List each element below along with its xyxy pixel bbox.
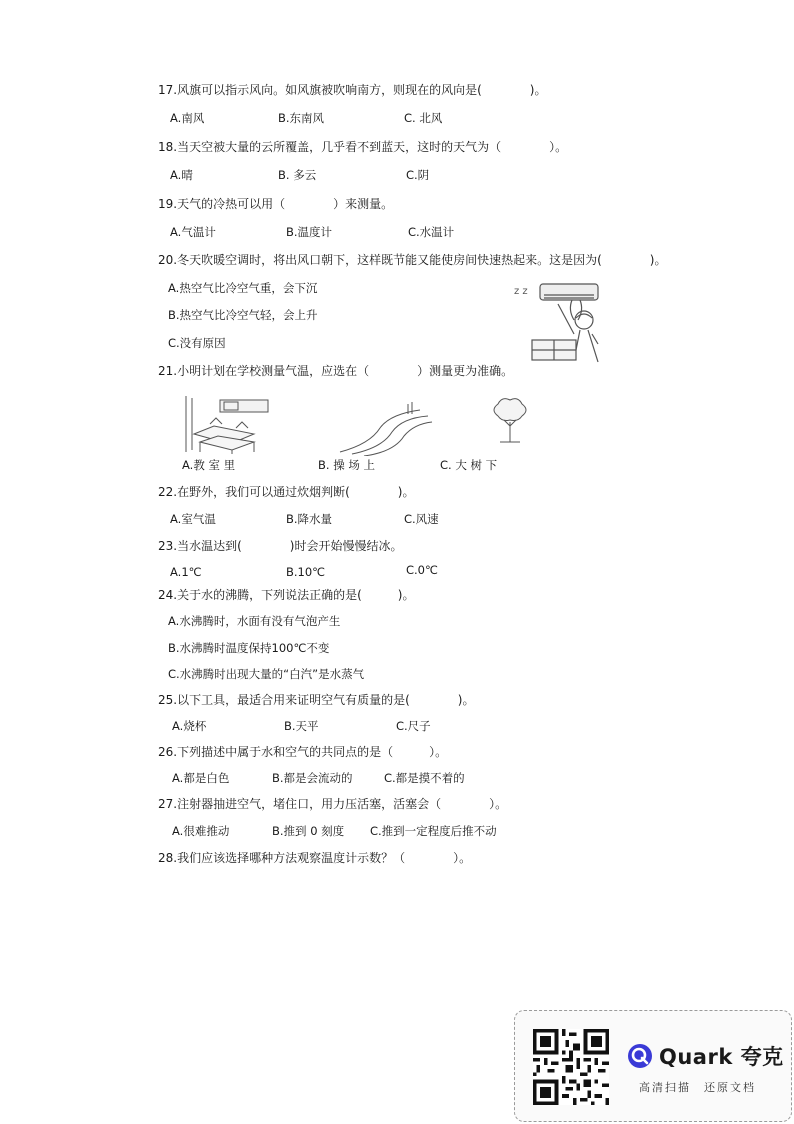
q23-option-b: B.10℃: [286, 565, 326, 579]
q27-option-a: A.很难推动: [172, 824, 230, 838]
q17-option-b: B.东南风: [278, 111, 325, 125]
q26-option-a: A.都是白色: [172, 771, 230, 785]
qr-code-icon: [533, 1029, 609, 1105]
question-18: 18.当天空被大量的云所覆盖，几乎看不到蓝天，这时的天气为（ ）。: [158, 140, 568, 154]
q24-option-b: B.水沸腾时温度保持100℃不变: [168, 641, 330, 655]
q20-option-b: B.热空气比冷空气轻，会上升: [168, 308, 318, 322]
q17-option-a: A.南风: [170, 111, 205, 125]
q22-option-c: C.风速: [404, 512, 439, 526]
q23-option-c: C.0℃: [406, 563, 438, 577]
question-27: 27.注射器抽进空气，堵住口，用力压活塞，活塞会（ ）。: [158, 797, 508, 811]
q21-option-b: B. 操 场 上: [318, 458, 376, 472]
question-24: 24.关于水的沸腾，下列说法正确的是( )。: [158, 588, 415, 602]
tree-illustration: [486, 396, 532, 446]
q21-option-a: A.教 室 里: [182, 458, 236, 472]
air-conditioner-illustration: [510, 278, 610, 370]
question-20: 20.冬天吹暖空调时，将出风口朝下，这样既节能又能使房间快速热起来。这是因为( )。: [158, 253, 667, 267]
quark-watermark: [514, 1010, 792, 1122]
q20-option-c: C.没有原因: [168, 336, 226, 350]
q27-option-b: B.推到 0 刻度: [272, 824, 345, 838]
q19-option-a: A.气温计: [170, 225, 216, 239]
q25-option-a: A.烧杯: [172, 719, 207, 733]
question-26: 26.下列描述中属于水和空气的共同点的是（ ）。: [158, 745, 448, 759]
q17-option-c: C. 北风: [404, 111, 443, 125]
q24-option-c: C.水沸腾时出现大量的“白汽”是水蒸气: [168, 667, 365, 681]
question-22: 22.在野外，我们可以通过炊烟判断( )。: [158, 485, 415, 499]
quark-tagline: 高清扫描 还原文档: [639, 1081, 756, 1094]
q26-option-c: C.都是摸不着的: [384, 771, 465, 785]
question-21: 21.小明计划在学校测量气温，应选在（ ）测量更为准确。: [158, 364, 514, 378]
question-23: 23.当水温达到( )时会开始慢慢结冰。: [158, 539, 403, 553]
svg-text:z z: z z: [514, 286, 528, 297]
q21-option-c: C. 大 树 下: [440, 458, 498, 472]
q18-option-a: A.晴: [170, 168, 193, 182]
quark-logo-icon: [627, 1043, 653, 1069]
quark-brand: [627, 1041, 784, 1071]
q26-option-b: B.都是会流动的: [272, 771, 353, 785]
q20-option-a: A.热空气比冷空气重，会下沉: [168, 281, 318, 295]
quark-brand-text: Quark 夸克: [659, 1045, 784, 1069]
question-28: 28.我们应该选择哪种方法观察温度计示数？（ ）。: [158, 851, 472, 865]
playground-illustration: [338, 400, 434, 456]
classroom-illustration: [180, 394, 274, 454]
q18-option-b: B. 多云: [278, 168, 317, 182]
q22-option-b: B.降水量: [286, 512, 333, 526]
q25-option-b: B.天平: [284, 719, 319, 733]
q19-option-c: C.水温计: [408, 225, 455, 239]
q27-option-c: C.推到一定程度后推不动: [370, 824, 497, 838]
q22-option-a: A.室气温: [170, 512, 216, 526]
question-17: 17.风旗可以指示风向。如风旗被吹响南方，则现在的风向是( )。: [158, 83, 547, 97]
q25-option-c: C.尺子: [396, 719, 431, 733]
q23-option-a: A.1℃: [170, 565, 202, 579]
q19-option-b: B.温度计: [286, 225, 333, 239]
question-25: 25.以下工具，最适合用来证明空气有质量的是( )。: [158, 693, 475, 707]
q24-option-a: A.水沸腾时，水面有没有气泡产生: [168, 614, 341, 628]
question-19: 19.天气的冷热可以用（ ）来测量。: [158, 197, 394, 211]
q18-option-c: C.阴: [406, 168, 430, 182]
